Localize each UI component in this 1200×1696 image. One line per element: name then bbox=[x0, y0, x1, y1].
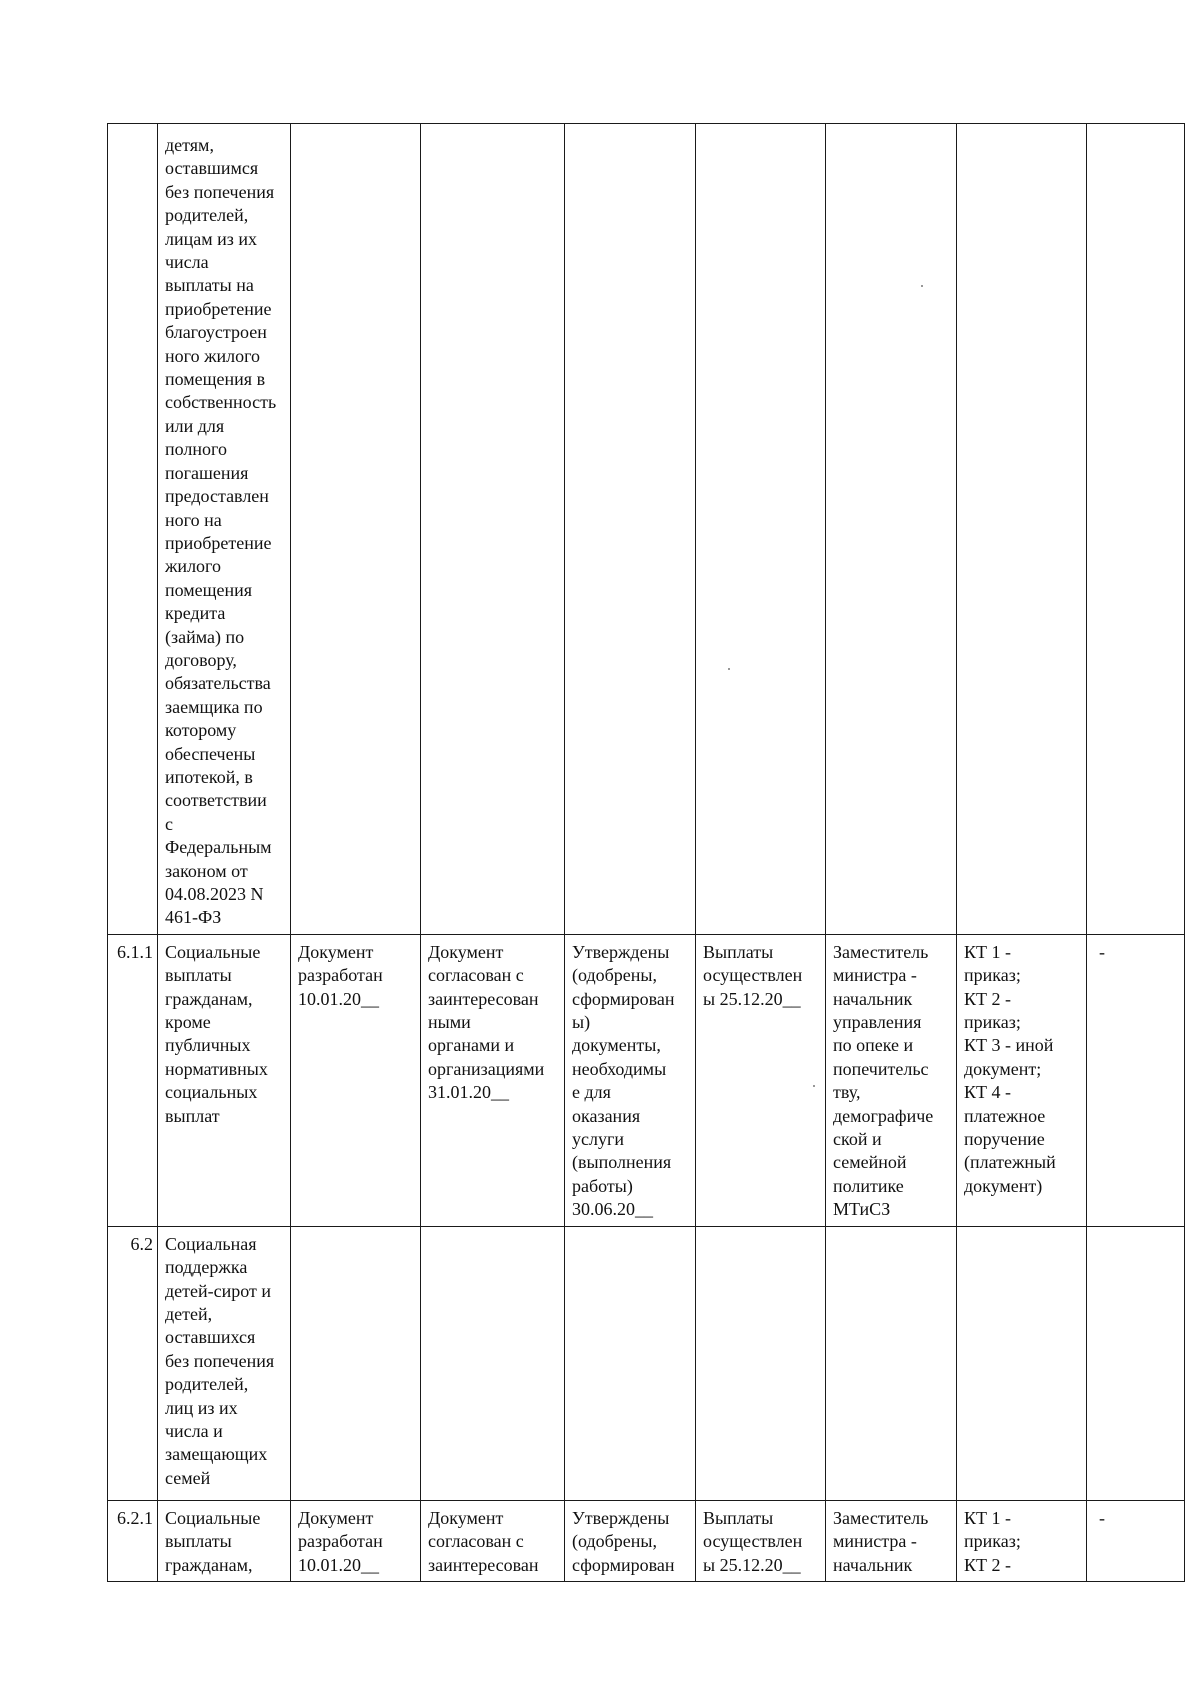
checkpoint-3-cell bbox=[565, 124, 696, 935]
checkpoint-1-cell bbox=[291, 1226, 421, 1500]
plan-table bbox=[107, 123, 1185, 1582]
row-number: 6.2 bbox=[108, 1226, 158, 1500]
note-cell bbox=[1087, 124, 1185, 935]
row-number: 6.2.1 bbox=[108, 1500, 158, 1581]
responsible-cell: Заместитель министра - начальник управления по опеке и попечительс тву, демографиче ской и семейной политике МТиСЗ bbox=[826, 934, 957, 1226]
scan-speck bbox=[813, 1085, 815, 1087]
checkpoint-4-cell: Выплаты осуществлен ы 25.12.20__ bbox=[696, 934, 826, 1226]
checkpoint-4-cell: Выплаты осуществлен ы 25.12.20__ bbox=[696, 1500, 826, 1581]
note-cell: - bbox=[1087, 1500, 1185, 1581]
checkpoint-3-cell bbox=[565, 1226, 696, 1500]
event-name-cell: Социальные выплаты гражданам, bbox=[158, 1500, 291, 1581]
event-name-cell: детям, оставшимся без попечения родителей, лицам из их числа выплаты на приобретение благоустроен ного жилого помещения в собственность или для полного погашения предоставлен ного на приобретение жилого помещения кредита (займа) по договору, обязательства заемщика по которому обеспечены ипотекой, в соответствии с Федеральным законом от 04.08.2023 N 461-ФЗ bbox=[158, 124, 291, 935]
scan-speck bbox=[921, 285, 923, 287]
checkpoint-1-cell: Документ разработан 10.01.20__ bbox=[291, 1500, 421, 1581]
table-row bbox=[108, 1500, 1185, 1581]
table-row bbox=[108, 934, 1185, 1226]
note-cell bbox=[1087, 1226, 1185, 1500]
checkpoint-4-cell bbox=[696, 1226, 826, 1500]
checkpoint-3-cell: Утверждены (одобрены, сформирован bbox=[565, 1500, 696, 1581]
document-type-cell: КТ 1 - приказ; КТ 2 - bbox=[957, 1500, 1087, 1581]
checkpoint-2-cell: Документ согласован с заинтересован bbox=[421, 1500, 565, 1581]
event-name-cell: Социальная поддержка детей-сирот и детей, оставшихся без попечения родителей, лиц из их числа и замещающих семей bbox=[158, 1226, 291, 1500]
row-number: 6.1.1 bbox=[108, 934, 158, 1226]
checkpoint-2-cell bbox=[421, 1226, 565, 1500]
document-type-cell bbox=[957, 1226, 1087, 1500]
event-name-cell: Социальные выплаты гражданам, кроме публичных нормативных социальных выплат bbox=[158, 934, 291, 1226]
responsible-cell bbox=[826, 1226, 957, 1500]
checkpoint-1-cell bbox=[291, 124, 421, 935]
checkpoint-2-cell bbox=[421, 124, 565, 935]
scan-speck bbox=[728, 668, 730, 670]
responsible-cell bbox=[826, 124, 957, 935]
note-cell: - bbox=[1087, 934, 1185, 1226]
table-row bbox=[108, 124, 1185, 935]
row-number bbox=[108, 124, 158, 935]
document-type-cell bbox=[957, 124, 1087, 935]
checkpoint-4-cell bbox=[696, 124, 826, 935]
checkpoint-1-cell: Документ разработан 10.01.20__ bbox=[291, 934, 421, 1226]
checkpoint-3-cell: Утверждены (одобрены, сформирован ы) документы, необходимы е для оказания услуги (выполнения работы) 30.06.20__ bbox=[565, 934, 696, 1226]
table-row bbox=[108, 1226, 1185, 1500]
document-type-cell: КТ 1 - приказ; КТ 2 - приказ; КТ 3 - иной документ; КТ 4 - платежное поручение (платежный документ) bbox=[957, 934, 1087, 1226]
checkpoint-2-cell: Документ согласован с заинтересован ными органами и организациями 31.01.20__ bbox=[421, 934, 565, 1226]
responsible-cell: Заместитель министра - начальник bbox=[826, 1500, 957, 1581]
